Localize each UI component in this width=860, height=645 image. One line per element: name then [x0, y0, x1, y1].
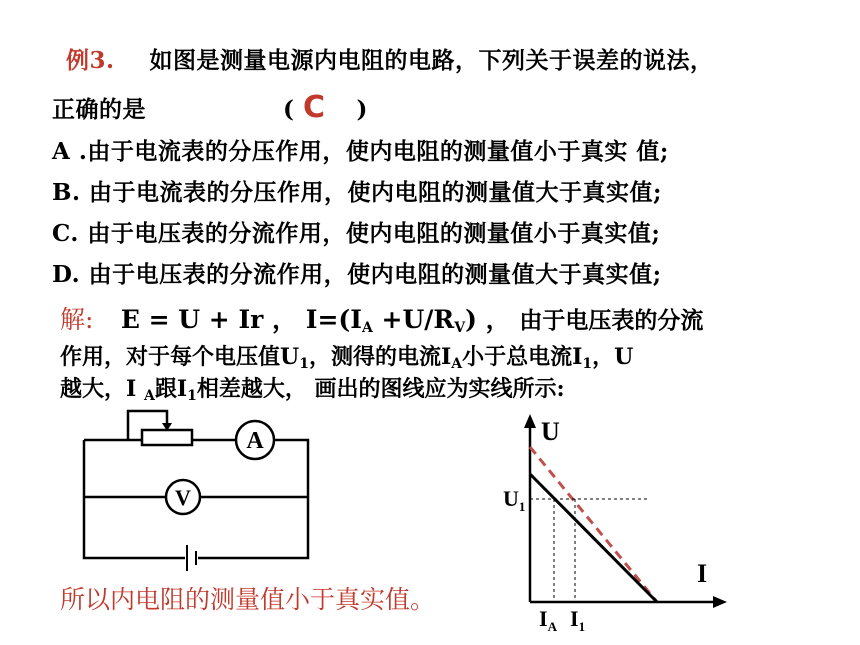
option-b: [52, 174, 662, 207]
question-number: 例3.: [66, 47, 115, 74]
question-line-2: [52, 90, 368, 125]
solution-text-1: 由于电压表的分流: [519, 307, 704, 334]
solution-line-2: 作用，对于每个电压值$U_1$，测得的电流$I_A$小于总电流$I_1$，U: [60, 344, 634, 372]
question-line-1: [66, 42, 714, 75]
solution-line-3: 越大，I $_A$跟$I_1$相差越大， 画出的图线应为实线所示:: [60, 376, 565, 404]
y-axis-arrow-icon: [524, 414, 536, 428]
rheostat: [142, 430, 192, 445]
x-axis-arrow-icon: [713, 596, 727, 608]
solution-label: 解:: [60, 305, 94, 334]
answer-paren-close: ): [356, 96, 368, 123]
voltmeter-label: V: [175, 485, 191, 510]
i1-label: $I_1$: [570, 606, 586, 634]
option-text: 由于电压表的分流作用，使内电阻的测量值小于真实值;: [78, 220, 661, 247]
equation-2: $I=(I_A +U/R_V)$: [305, 305, 477, 336]
option-text: 由于电流表的分压作用，使内电阻的测量值小于真实 值;: [87, 138, 669, 165]
conclusion-text: 所以内电阻的测量值小于真实值。: [60, 585, 436, 614]
solution-line-1: [60, 300, 703, 336]
true-line: [530, 447, 657, 602]
x-axis-label: I: [697, 559, 708, 588]
measured-line: [530, 474, 657, 602]
circuit-diagram: [70, 405, 330, 575]
question-stem-2: 正确的是: [52, 96, 146, 123]
option-text: 由于电流表的分压作用，使内电阻的测量值大于真实值;: [80, 179, 662, 206]
separator: ，: [272, 305, 298, 334]
option-d: [52, 256, 662, 289]
answer-paren-open: (: [283, 96, 295, 123]
y-axis-label: U: [541, 417, 560, 446]
option-label: C.: [52, 220, 79, 247]
ammeter-label: A: [246, 428, 264, 454]
option-text: 由于电压表的分流作用，使内电阻的测量值大于真实值;: [80, 261, 662, 288]
option-a: [52, 133, 669, 166]
ia-label: $I_A$: [539, 606, 557, 634]
equation-1: E = U + Ir: [120, 305, 264, 334]
option-label: D.: [52, 261, 81, 288]
ui-graph: [505, 410, 735, 640]
u1-label: $U_1$: [503, 486, 526, 514]
answer-choice: C: [302, 90, 326, 125]
question-stem-1: 如图是测量电源内电阻的电路，下列关于误差的说法，: [149, 47, 714, 74]
separator: ，: [485, 305, 511, 334]
option-c: [52, 215, 660, 248]
option-label: B.: [52, 179, 81, 206]
option-label: A .: [52, 138, 88, 165]
